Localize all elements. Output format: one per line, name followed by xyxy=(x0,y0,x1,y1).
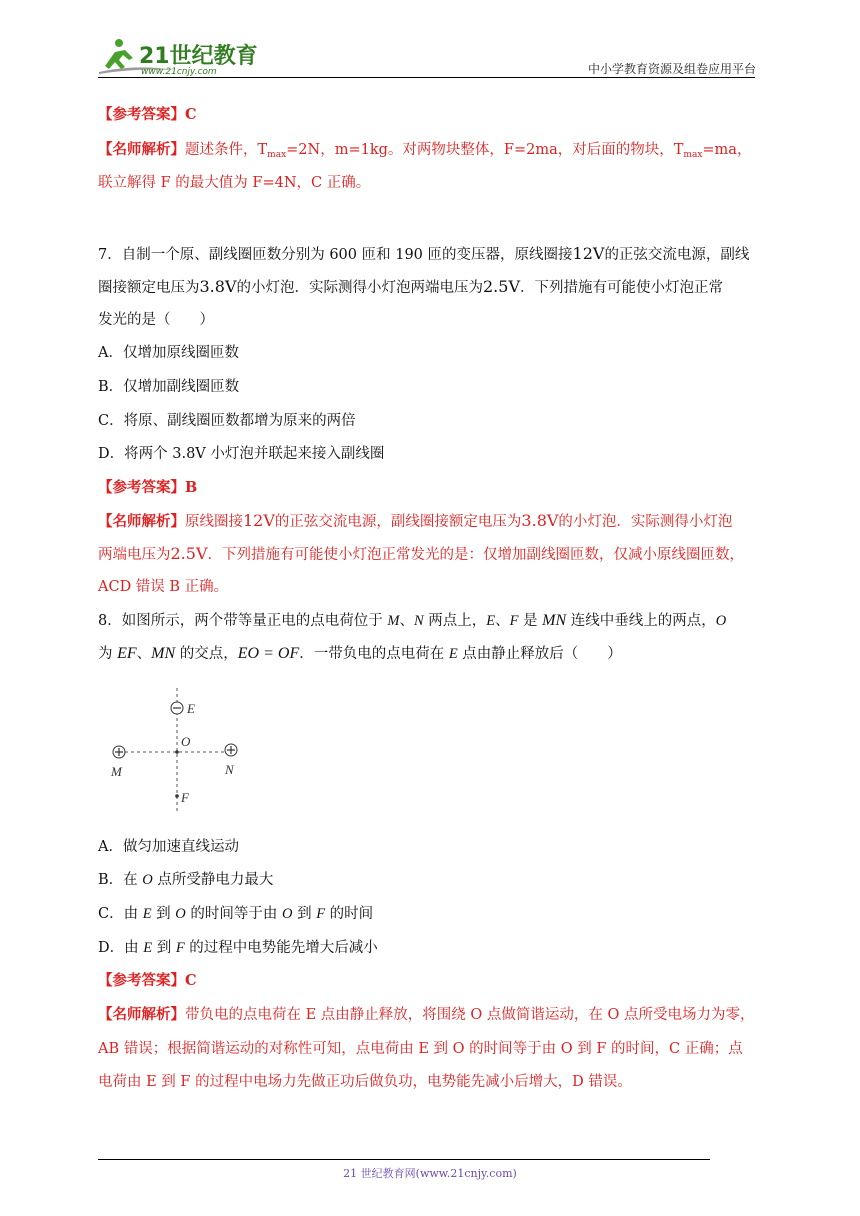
q7-option-b: B．仅增加副线圈匝数 xyxy=(98,379,240,395)
label-o: O xyxy=(181,734,191,749)
svg-text:21世纪教育: 21世纪教育 xyxy=(139,44,258,69)
q7-option-c: C．将原、副线圈匝数都增为原来的两倍 xyxy=(98,413,356,429)
q6-answer: 【参考答案】C xyxy=(98,106,197,123)
footer-divider xyxy=(98,1159,710,1160)
q7-explanation-line1: 【名师解析】原线圈接12V的正弦交流电源，副线圈接额定电压为3.8V的小灯泡．实际测得小灯泡 xyxy=(98,511,733,530)
positive-charge-m xyxy=(113,746,125,758)
q7-stem-line3: 发光的是（ ） xyxy=(98,312,214,328)
q8-explanation-line3: 电荷由 E 到 F 的过程中电场力先做正功后做负功，电势能先减小后增大，D 错误。 xyxy=(98,1074,632,1090)
q8-stem-line2: 为 EF、MN 的交点，EO = OF．一带负电的点电荷在 E 点由静止释放后（ ） xyxy=(98,645,622,662)
site-logo xyxy=(95,36,265,78)
label-f: F xyxy=(181,790,189,805)
q8-option-c: C．由 E 到 O 的时间等于由 O 到 F 的时间 xyxy=(98,906,374,922)
q7-option-a: A．仅增加原线圈匝数 xyxy=(98,345,239,361)
q8-explanation-line2: AB 错误；根据简谐运动的对称性可知，点电荷由 E 到 O 的时间等于由 O 到 F 的时间，C 正确；点 xyxy=(98,1041,743,1057)
q6-explanation-line2: 联立解得 F 的最大值为 F=4N，C 正确。 xyxy=(98,175,371,191)
svg-text:www.21cnjy.com: www.21cnjy.com xyxy=(141,67,217,77)
q7-option-d: D．将两个 3.8V 小灯泡并联起来接入副线圈 xyxy=(98,446,385,462)
point-f xyxy=(175,794,179,798)
point-o xyxy=(175,750,179,754)
q7-stem-line2: 圈接额定电压为3.8V的小灯泡．实际测得小灯泡两端电压为2.5V．下列措施有可能使小灯泡正常 xyxy=(98,277,723,296)
q7-explanation-line3: ACD 错误 B 正确。 xyxy=(98,579,229,595)
label-e: E xyxy=(187,701,195,716)
charge-diagram xyxy=(105,686,265,816)
q6-explanation-line1: 【名师解析】题述条件，$T_{max}=2N$，m=1kg。对两物块整体，F=2ma，对后面的物块，$T_{max}=ma$， xyxy=(98,141,752,160)
label-m: M xyxy=(111,764,122,779)
q8-answer: 【参考答案】C xyxy=(98,972,197,989)
q8-option-a: A．做匀加速直线运动 xyxy=(98,839,239,855)
q7-explanation-line2: 两端电压为2.5V．下列措施有可能使小灯泡正常发光的是：仅增加副线圈匝数，仅减小原线圈匝数， xyxy=(98,544,744,563)
negative-charge-e xyxy=(171,702,183,714)
platform-name: 中小学教育资源及组卷应用平台 xyxy=(587,62,756,76)
q8-explanation-line1: 【名师解析】带负电的点电荷在 E 点由静止释放，将围绕 O 点做简谐运动，在 O 点所受电场力为零， xyxy=(98,1006,755,1023)
q7-answer: 【参考答案】B xyxy=(98,479,198,496)
q8-option-d: D．由 E 到 F 的过程中电势能先增大后减小 xyxy=(98,940,378,956)
q8-stem-line1: 8．如图所示，两个带等量正电的点电荷位于 M、N 两点上，E、F 是 MN 连线中垂线上的两点，O xyxy=(98,612,727,629)
q7-stem-line1: 7．自制一个原、副线圈匝数分别为 600 匝和 190 匝的变压器，原线圈接12V的正弦交流电源，副线 xyxy=(98,244,750,263)
q8-option-b: B．在 O 点所受静电力最大 xyxy=(98,872,274,888)
label-n: N xyxy=(225,762,234,777)
footer-text: 21 世纪教育网(www.21cnjy.com) xyxy=(343,1167,517,1180)
positive-charge-n xyxy=(225,744,237,756)
header-divider xyxy=(98,77,755,78)
